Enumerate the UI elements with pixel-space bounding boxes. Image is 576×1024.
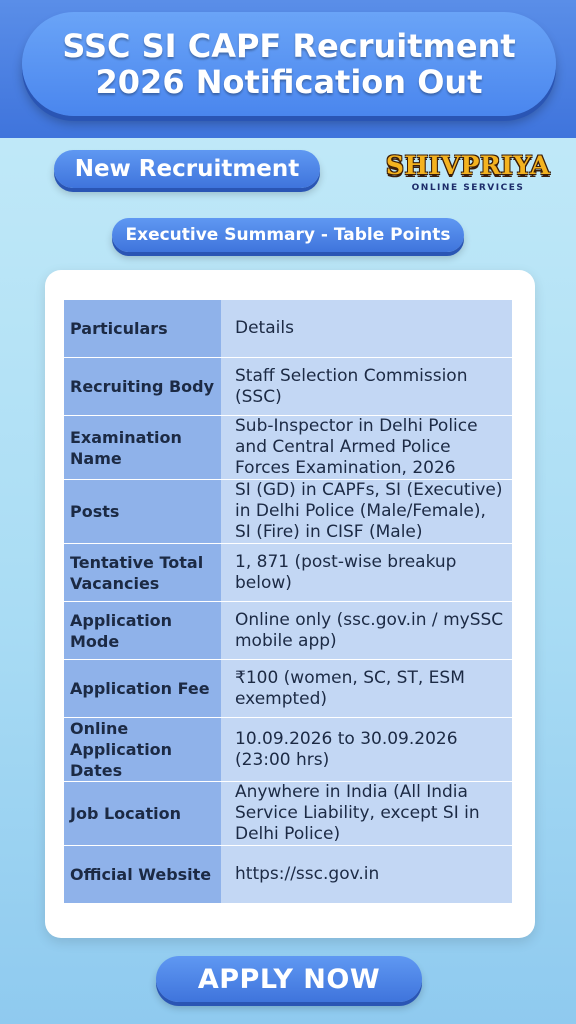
row-label: Application Fee xyxy=(64,660,221,717)
row-label: Tentative Total Vacancies xyxy=(64,544,221,601)
row-value: https://ssc.gov.in xyxy=(221,846,512,903)
table-row xyxy=(64,718,512,782)
table-row xyxy=(64,300,512,358)
row-value: ₹100 (women, SC, ST, ESM exempted) xyxy=(221,660,512,717)
row-label: Posts xyxy=(64,480,221,543)
logo-sub-text: ONLINE SERVICES xyxy=(411,182,525,193)
row-value: Staff Selection Commission (SSC) xyxy=(221,358,512,415)
page-title-line1: SSC SI CAPF Recruitment xyxy=(62,27,516,65)
row-value: Details xyxy=(221,300,512,357)
table-row xyxy=(64,846,512,903)
table-row xyxy=(64,602,512,660)
new-recruitment-badge: New Recruitment xyxy=(54,150,320,188)
summary-table xyxy=(64,300,512,903)
row-label: Particulars xyxy=(64,300,221,357)
table-row xyxy=(64,358,512,416)
row-label: Official Website xyxy=(64,846,221,903)
row-label: Examination Name xyxy=(64,416,221,479)
page-title xyxy=(22,12,556,116)
row-value: 10.09.2026 to 30.09.2026 (23:00 hrs) xyxy=(221,718,512,781)
row-value: SI (GD) in CAPFs, SI (Executive) in Delhi Police (Male/Female), SI (Fire) in CISF (Male) xyxy=(221,480,512,543)
section-title: Executive Summary - Table Points xyxy=(112,218,464,252)
row-label: Online Application Dates xyxy=(64,718,221,781)
table-row xyxy=(64,416,512,480)
apply-now-button[interactable]: APPLY NOW xyxy=(156,956,422,1002)
table-row xyxy=(64,660,512,718)
row-value: Sub-Inspector in Delhi Police and Central Armed Police Forces Examination, 2026 xyxy=(221,416,512,479)
table-row xyxy=(64,480,512,544)
row-value: Anywhere in India (All India Service Liability, except SI in Delhi Police) xyxy=(221,782,512,845)
row-label: Recruiting Body xyxy=(64,358,221,415)
page-title-line2: 2026 Notification Out xyxy=(95,63,483,101)
table-row xyxy=(64,544,512,602)
row-value: Online only (ssc.gov.in / mySSC mobile app) xyxy=(221,602,512,659)
shivpriya-logo xyxy=(384,148,552,196)
table-row xyxy=(64,782,512,846)
row-value: 1, 871 (post-wise breakup below) xyxy=(221,544,512,601)
row-label: Job Location xyxy=(64,782,221,845)
logo-main-text: SHIVPRIYA xyxy=(385,150,551,180)
row-label: Application Mode xyxy=(64,602,221,659)
